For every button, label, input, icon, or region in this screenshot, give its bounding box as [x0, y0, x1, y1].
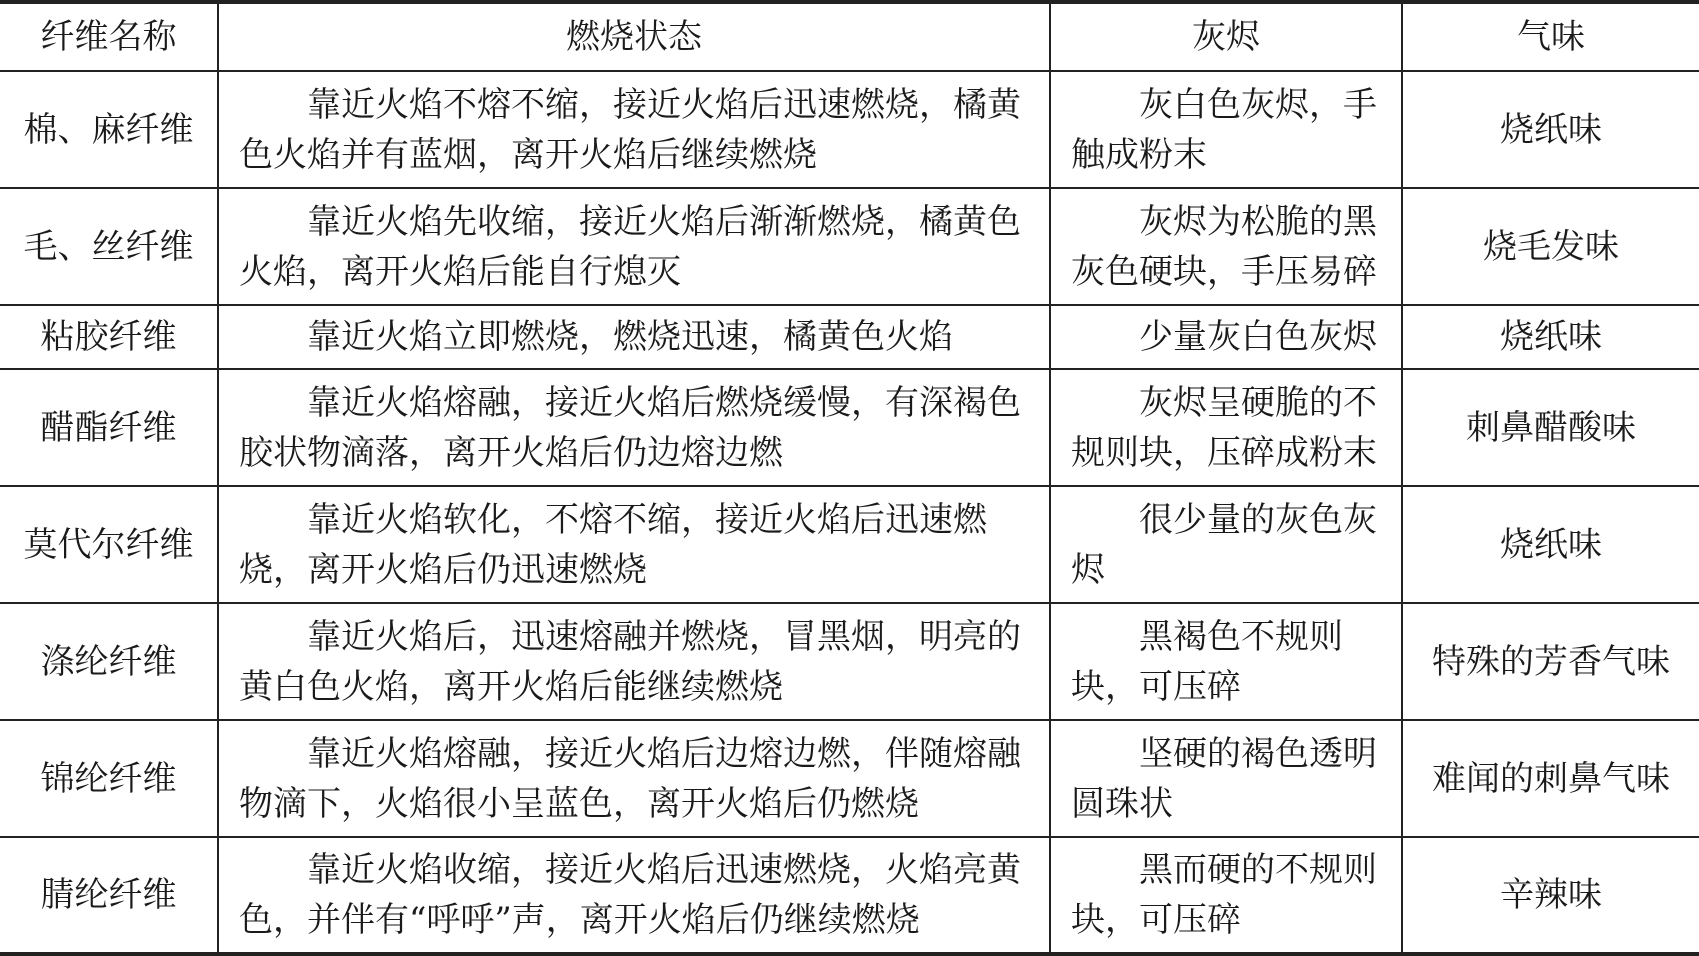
- fiber-name-cell: 粘胶纤维: [0, 305, 218, 369]
- fiber-name-cell: 棉、麻纤维: [0, 71, 218, 188]
- burning-state-cell: [218, 720, 1050, 837]
- burning-state-cell: [218, 305, 1050, 369]
- ash-text: 少量灰白色灰烬: [1139, 317, 1377, 357]
- table-row: [0, 305, 1699, 369]
- ash-text: 灰白色灰烬，手触成粉末: [1071, 84, 1377, 175]
- ash-cell: [1050, 603, 1402, 720]
- fiber-name-cell: 锦纶纤维: [0, 720, 218, 837]
- burning-state-cell: [218, 369, 1050, 486]
- ash-cell: [1050, 188, 1402, 305]
- table-row: [0, 486, 1699, 603]
- odor-cell: 烧毛发味: [1402, 188, 1699, 305]
- header-ash: 灰烬: [1050, 2, 1402, 71]
- burning-state-text: 靠近火焰熔融，接近火焰后燃烧缓慢，有深褐色胶状物滴落，离开火焰后仍边熔边燃: [239, 382, 1021, 473]
- ash-text: 很少量的灰色灰烬: [1071, 499, 1377, 590]
- header-row: [0, 2, 1699, 71]
- fiber-name-cell: 腈纶纤维: [0, 837, 218, 954]
- burning-state-cell: [218, 486, 1050, 603]
- header-odor: 气味: [1402, 2, 1699, 71]
- burning-state-text: 靠近火焰收缩，接近火焰后迅速燃烧，火焰亮黄色，并伴有“呼呼”声，离开火焰后仍继续燃烧: [239, 850, 1021, 940]
- ash-cell: [1050, 720, 1402, 837]
- burning-state-text: 靠近火焰立即燃烧，燃烧迅速，橘黄色火焰: [307, 317, 953, 357]
- fiber-name-cell: 涤纶纤维: [0, 603, 218, 720]
- table-row: [0, 837, 1699, 954]
- table-row: [0, 603, 1699, 720]
- burning-state-text: 靠近火焰先收缩，接近火焰后渐渐燃烧，橘黄色火焰，离开火焰后能自行熄灭: [239, 201, 1021, 292]
- fiber-name-cell: 莫代尔纤维: [0, 486, 218, 603]
- burning-state-text: 靠近火焰软化，不熔不缩，接近火焰后迅速燃烧，离开火焰后仍迅速燃烧: [239, 499, 987, 590]
- burning-state-cell: [218, 188, 1050, 305]
- ash-cell: [1050, 305, 1402, 369]
- ash-text: 灰烬呈硬脆的不规则块，压碎成粉末: [1071, 382, 1377, 473]
- odor-cell: 辛辣味: [1402, 837, 1699, 954]
- burning-state-text: 靠近火焰不熔不缩，接近火焰后迅速燃烧，橘黄色火焰并有蓝烟，离开火焰后继续燃烧: [239, 84, 1021, 175]
- burning-state-text: 靠近火焰后，迅速熔融并燃烧，冒黑烟，明亮的黄白色火焰，离开火焰后能继续燃烧: [239, 616, 1021, 707]
- header-fiber-name: 纤维名称: [0, 2, 218, 71]
- burning-state-cell: [218, 71, 1050, 188]
- table-row: [0, 369, 1699, 486]
- ash-text: 黑褐色不规则块，可压碎: [1071, 616, 1343, 707]
- ash-cell: [1050, 369, 1402, 486]
- ash-cell: [1050, 486, 1402, 603]
- odor-cell: 烧纸味: [1402, 71, 1699, 188]
- fiber-name-cell: 毛、丝纤维: [0, 188, 218, 305]
- odor-cell: 难闻的刺鼻气味: [1402, 720, 1699, 837]
- burning-state-text: 靠近火焰熔融，接近火焰后边熔边燃，伴随熔融物滴下，火焰很小呈蓝色，离开火焰后仍燃烧: [239, 733, 1021, 824]
- odor-cell: 刺鼻醋酸味: [1402, 369, 1699, 486]
- ash-cell: [1050, 837, 1402, 954]
- burning-state-cell: [218, 837, 1050, 954]
- table-row: [0, 188, 1699, 305]
- table-row: [0, 720, 1699, 837]
- odor-cell: 烧纸味: [1402, 305, 1699, 369]
- ash-cell: [1050, 71, 1402, 188]
- fiber-name-cell: 醋酯纤维: [0, 369, 218, 486]
- ash-text: 坚硬的褐色透明圆珠状: [1071, 733, 1377, 824]
- odor-cell: 烧纸味: [1402, 486, 1699, 603]
- burning-state-cell: [218, 603, 1050, 720]
- table-row: [0, 71, 1699, 188]
- header-burning-state: 燃烧状态: [218, 2, 1050, 71]
- ash-text: 黑而硬的不规则块，可压碎: [1071, 850, 1377, 940]
- odor-cell: 特殊的芳香气味: [1402, 603, 1699, 720]
- ash-text: 灰烬为松脆的黑灰色硬块，手压易碎: [1071, 201, 1377, 292]
